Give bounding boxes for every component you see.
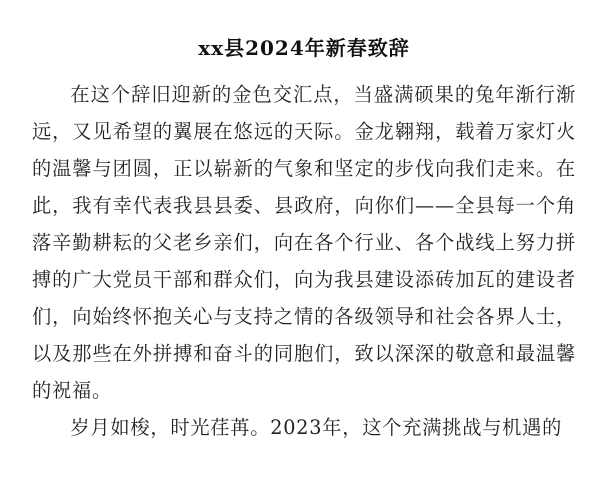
document-title: xx县2024年新春致辞 bbox=[198, 36, 410, 60]
paragraph-1: 在这个辞旧迎新的金色交汇点，当盛满硕果的兔年渐行渐远，又见希望的翼展在悠远的天际。金龙翱翔，载着万家灯火的温馨与团圆，正以崭新的气象和坚定的步伐向我们走来。在此，我有幸代表我县县委、县政府，向你们——全县每一个角落辛勤耕耘的父老乡亲们，向在各个行业、各个战线上努力拼搏的广大党员干部和群众们，向为我县建设添砖加瓦的建设者们，向始终怀抱关心与支持之情的各级领导和社会各界人士，以及那些在外拼搏和奋斗的同胞们，致以深深的敬意和最温馨的祝福。 bbox=[32, 83, 576, 402]
paragraph-2: 岁月如梭，时光荏苒。2023年，这个充满挑战与机遇的 bbox=[70, 416, 563, 439]
